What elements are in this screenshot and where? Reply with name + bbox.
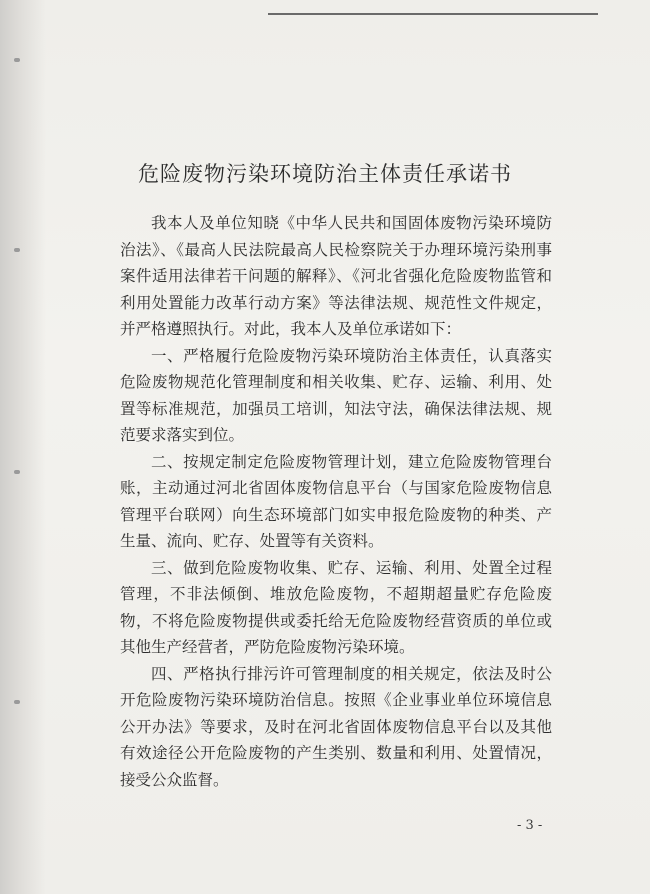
paragraph-commitment-3: 三、做到危险废物收集、贮存、运输、利用、处置全过程管理，不非法倾倒、堆放危险废物，不超期超量贮存危险废物，不将危险废物提供或委托给无危险废物经营资质的单位或其他生产经营者，严防危险废物污染环境。 — [120, 558, 552, 656]
scan-edge-shadow — [0, 0, 46, 894]
paragraph-commitment-4: 四、严格执行排污许可管理制度的相关规定，依法及时公开危险废物污染环境防治信息。按照《企业事业单位环境信息公开办法》等要求，及时在河北省固体废物信息平台以及其他有效途径公开危险废物的产生类别、数量和利用、处置情况，接受公众监督。 — [120, 664, 552, 789]
document-title: 危险废物污染环境防治主体责任承诺书 — [138, 162, 512, 186]
binding-hole-mark — [14, 58, 20, 62]
document-body — [120, 210, 552, 793]
binding-hole-mark — [14, 470, 20, 474]
paragraph-commitment-2: 二、按规定制定危险废物管理计划，建立危险废物管理台账，主动通过河北省固体废物信息平台（与国家危险废物信息管理平台联网）向生态环境部门如实申报危险废物的种类、产生量、流向、贮存、处置等有关资料。 — [120, 452, 552, 550]
top-scan-rule — [268, 13, 598, 15]
page-number: - 3 - — [517, 818, 543, 833]
binding-hole-mark — [14, 700, 20, 704]
paragraph-commitment-1: 一、严格履行危险废物污染环境防治主体责任，认真落实危险废物规范化管理制度和相关收集、贮存、运输、利用、处置等标准规范，加强员工培训，知法守法，确保法律法规、规范要求落实到位。 — [120, 346, 552, 444]
binding-hole-mark — [14, 248, 20, 252]
paragraph-intro: 我本人及单位知晓《中华人民共和国固体废物污染环境防治法》、《最高人民法院最高人民检察院关于办理环境污染刑事案件适用法律若干问题的解释》、《河北省强化危险废物监管和利用处置能力改革行动方案》等法律法规、规范性文件规定，并严格遵照执行。对此，我本人及单位承诺如下： — [120, 214, 552, 338]
